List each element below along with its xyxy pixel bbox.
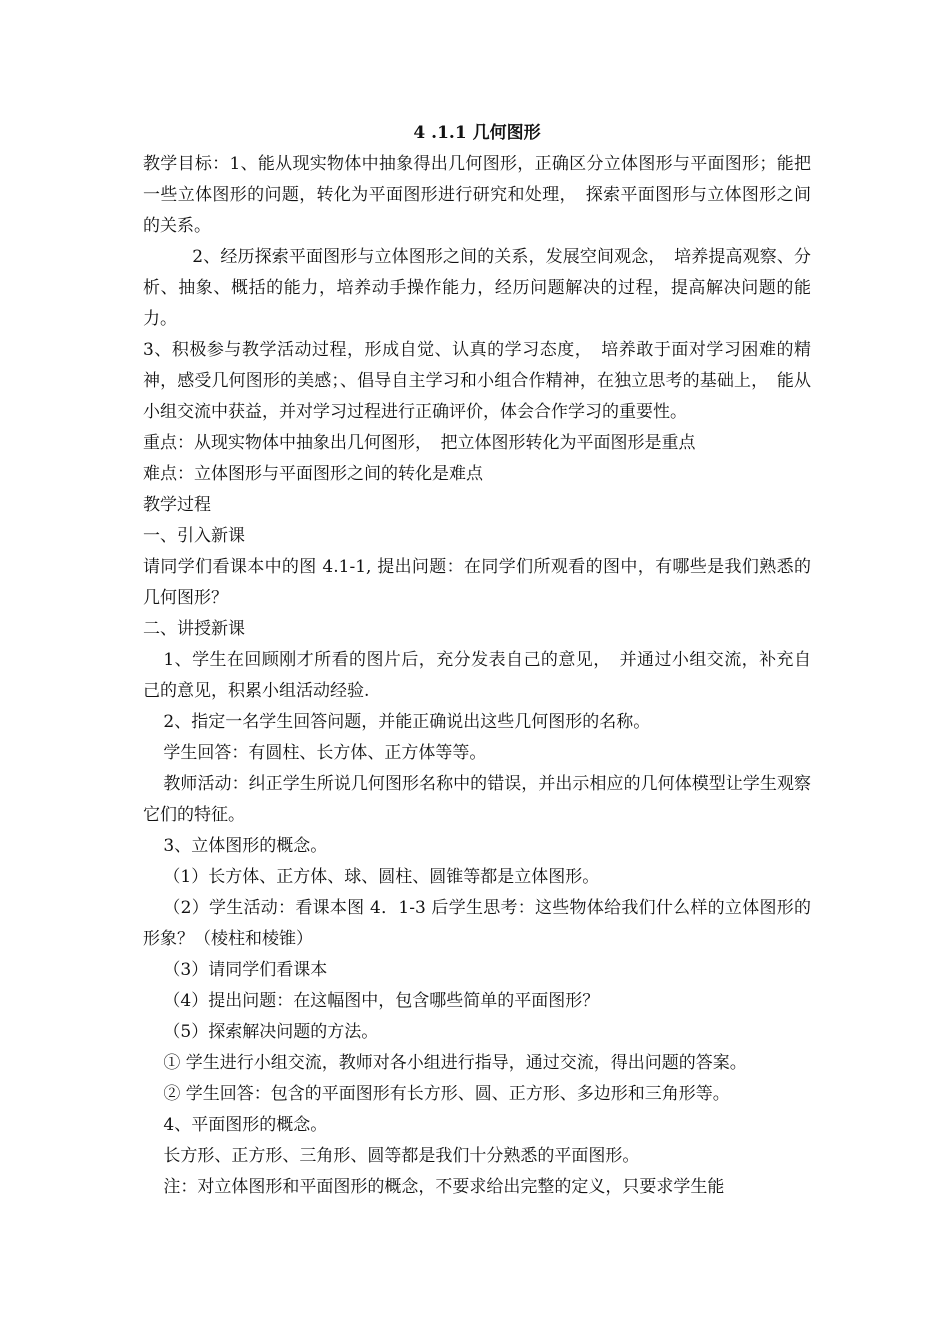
sub-item-3: （3）请同学们看课本	[163, 960, 328, 980]
sub-item-4: （4）提出问题：在这幅图中，包含哪些简单的平面图形？	[163, 991, 600, 1011]
circled-item-2: ② 学生回答：包含的平面图形有长方形、圆、正方形、多边形和三角形等。	[163, 1084, 730, 1104]
difficulty-line: 难点：立体图形与平面图形之间的转化是难点	[143, 464, 483, 484]
sub-item-2: （2）学生活动：看课本图 4．1-3 后学生思考：这些物体给我们什么样的立体图形的形象？（棱柱和棱锥）	[143, 898, 811, 949]
section-intro-heading: 一、引入新课	[143, 526, 245, 546]
key-point-line: 重点：从现实物体中抽象出几何图形， 把立体图形转化为平面图形是重点	[143, 433, 696, 453]
teacher-activity-paragraph: 教师活动：纠正学生所说几何图形名称中的错误，并出示相应的几何体模型让学生观察它们的特征。	[143, 774, 811, 825]
step-2-paragraph: 2、指定一名学生回答问题，并能正确说出这些几何图形的名称。	[163, 712, 651, 732]
document-title: 4 .1.1 几何图形	[413, 123, 541, 143]
section-new-lesson-heading: 二、讲授新课	[143, 619, 245, 639]
circled-item-1: ① 学生进行小组交流，教师对各小组进行指导，通过交流，得出问题的答案。	[163, 1053, 747, 1073]
intro-question-paragraph: 请同学们看课本中的图 4.1-1, 提出问题：在同学们所观看的图中，有哪些是我们熟悉的几何图形？	[143, 557, 811, 608]
teaching-process-heading: 教学过程	[143, 495, 211, 515]
document-body	[143, 118, 811, 1203]
step-4-heading: 4、平面图形的概念。	[163, 1115, 328, 1135]
sub-item-5: （5）探索解决问题的方法。	[163, 1022, 379, 1042]
objective-3-paragraph: 3、积极参与教学活动过程，形成自觉、认真的学习态度， 培养敢于面对学习困难的精神，感受几何图形的美感；、倡导自主学习和小组合作精神，在独立思考的基础上， 能从小组交流中获益，并对学习过程进行正确评价，体会合作学习的重要性。	[143, 340, 811, 422]
step-1-paragraph: 1、学生在回顾刚才所看的图片后，充分发表自己的意见， 并通过小组交流，补充自己的意见，积累小组活动经验.	[143, 650, 811, 701]
step-3-heading: 3、立体图形的概念。	[163, 836, 328, 856]
objective-2-paragraph: 2、经历探索平面图形与立体图形之间的关系，发展空间观念， 培养提高观察、分析、抽象、概括的能力，培养动手操作能力，经历问题解决的过程，提高解决问题的能力。	[143, 247, 811, 329]
note-line: 注：对立体图形和平面图形的概念，不要求给出完整的定义，只要求学生能	[163, 1177, 725, 1197]
plane-figures-line: 长方形、正方形、三角形、圆等都是我们十分熟悉的平面图形。	[163, 1146, 640, 1166]
teaching-objectives-paragraph: 教学目标：1、能从现实物体中抽象得出几何图形，正确区分立体图形与平面图形；能把一些立体图形的问题，转化为平面图形进行研究和处理， 探索平面图形与立体图形之间的关系。	[143, 154, 811, 236]
student-answer-line: 学生回答：有圆柱、长方体、正方体等等。	[163, 743, 487, 763]
sub-item-1: （1）长方体、正方体、球、圆柱、圆锥等都是立体图形。	[163, 867, 600, 887]
